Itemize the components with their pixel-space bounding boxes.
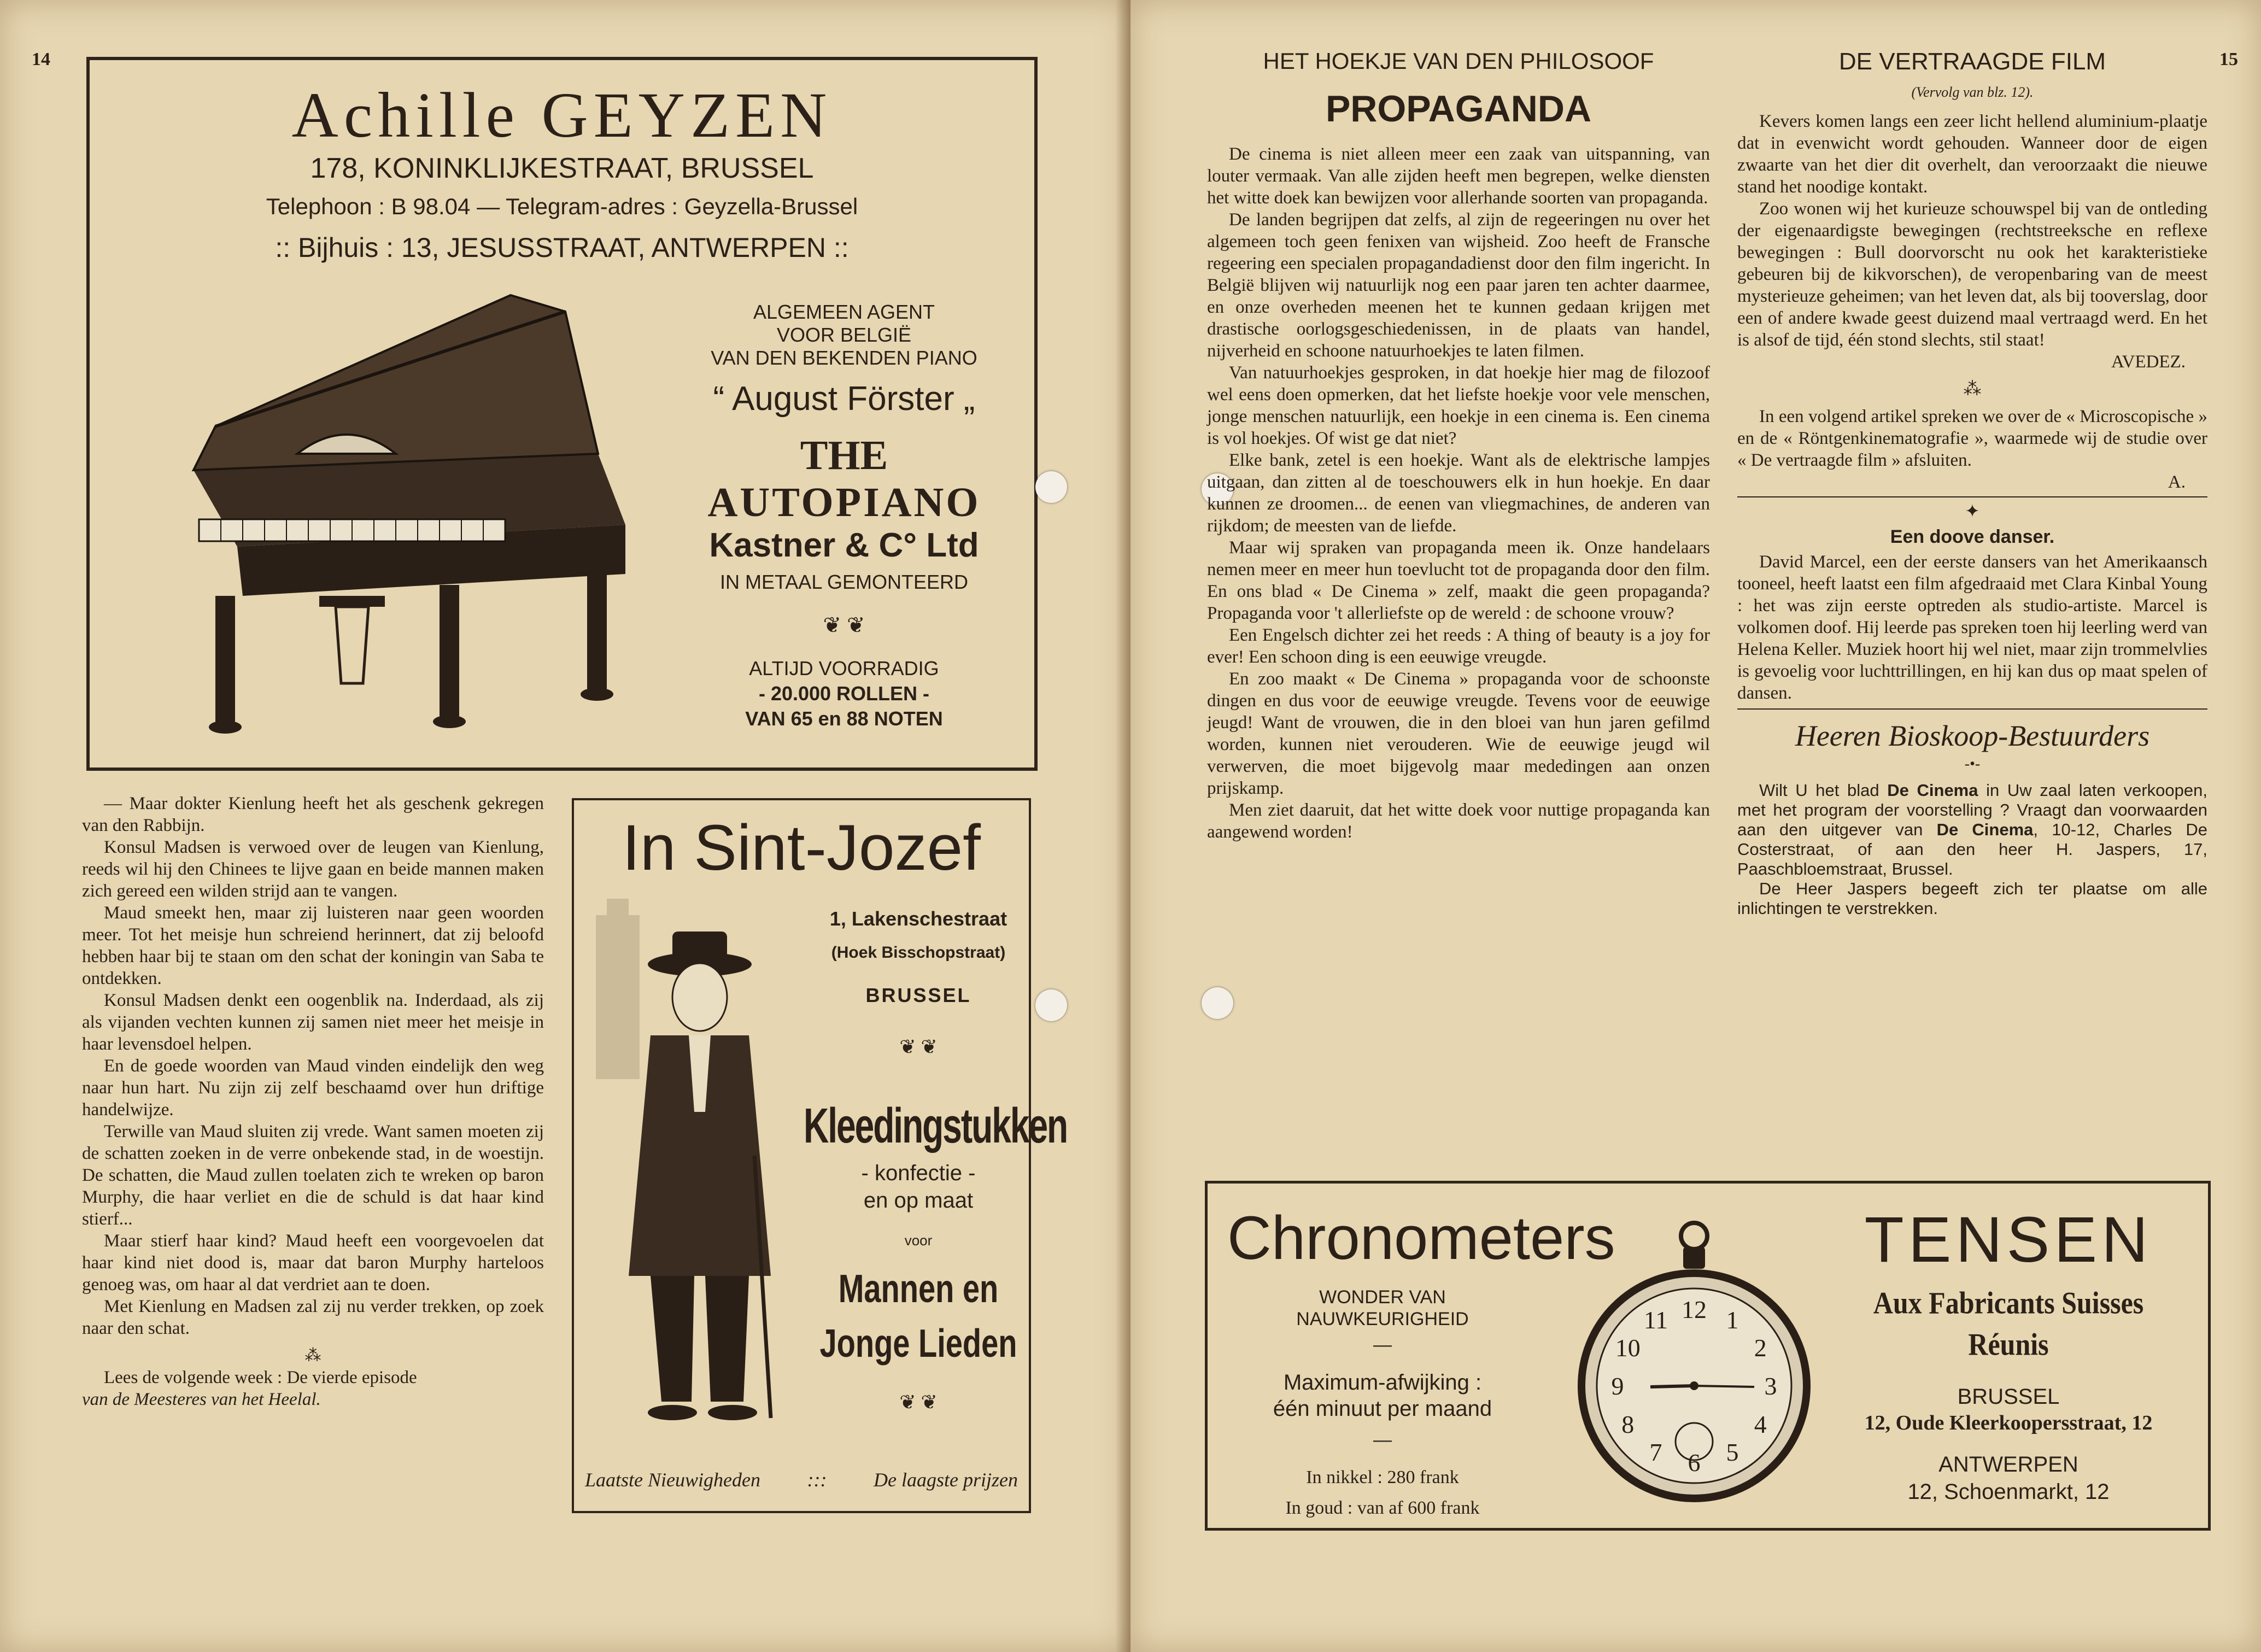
watch-numeral: 5 — [1726, 1438, 1739, 1467]
ad-tensen-address-antwerpen: 12, Schoenmarkt, 12 — [1907, 1480, 2110, 1504]
watch-numeral: 9 — [1611, 1372, 1624, 1400]
maximum-line-2: één minuut per maand — [1273, 1397, 1492, 1421]
right-page — [1130, 0, 2261, 1652]
notice-publication-name: De Cinema — [1887, 781, 1978, 800]
punch-hole — [1035, 471, 1067, 503]
ad-tensen-brand: TENSEN — [1864, 1204, 2153, 1276]
vertraagde-film-column — [1737, 110, 2207, 918]
ad-sint-jozef-city: BRUSSEL — [865, 984, 971, 1006]
story-stars: ⁂ — [304, 1346, 321, 1364]
stock-line-3: VAN 65 en 88 NOTEN — [745, 707, 943, 730]
story-paragraph: Met Kienlung en Madsen zal zij nu verder trekken, op zoek naar den schat. — [82, 1297, 544, 1338]
story-paragraph: Konsul Madsen denkt een oogenblik na. Inderdaad, als zij als vijanden vechten kunnen zij samen niet meer het meisje in haar levensdoel helpen. — [82, 991, 544, 1054]
ad-geyzen-autopiano: AUTOPIANO — [707, 479, 981, 525]
ad-tensen-city-brussel: BRUSSEL — [1957, 1385, 2060, 1409]
ad-tensen-maximum — [1229, 1369, 1536, 1422]
story-column — [82, 793, 544, 1410]
punch-hole — [1035, 989, 1067, 1021]
ad-sint-jozef-sub2: en op maat — [863, 1188, 974, 1212]
watch-numeral: 8 — [1621, 1410, 1635, 1438]
dash: — — [1373, 1430, 1392, 1450]
notice-title: Heeren Bioskoop-Bestuurders — [1795, 719, 2150, 752]
ad-geyzen-address: 178, KONINKLIJKESTRAAT, BRUSSEL — [310, 153, 814, 184]
ad-tensen — [1205, 1181, 2211, 1531]
ad-sint-jozef-ornament2: ❦ ❦ — [899, 1391, 938, 1413]
story-next-episode-title: van de Meesteres van het Heelal. — [82, 1390, 321, 1409]
ad-geyzen-brand: “ August Förster „ — [713, 380, 975, 418]
notice-mark: -•- — [1964, 755, 1981, 772]
ad-geyzen-metal: IN METAAL GEMONTEERD — [719, 571, 969, 593]
notice-footer: De Heer Jaspers begeeft zich ter plaatse om alle inlichtingen te verstrekken. — [1737, 879, 2207, 918]
stock-line-1: ALTIJD VOORRADIG — [749, 657, 939, 679]
agent-line-2: VOOR BELGIË — [776, 324, 912, 346]
ad-geyzen-branch: :: Bijhuis : 13, JESUSSTRAAT, ANTWERPEN :: — [275, 232, 849, 263]
notice-body — [1737, 781, 2207, 879]
ad-sint-jozef-voor: voor — [904, 1232, 933, 1249]
story-next-episode: Lees de volgende week : De vierde episode — [104, 1368, 417, 1387]
ad-geyzen-ornament: ❦ ❦ — [823, 613, 865, 637]
film-stars: ⁂ — [1963, 379, 1982, 399]
gentleman-illustration — [590, 893, 804, 1440]
story-paragraph: Terwille van Maud sluiten zij vrede. Want samen moeten zij de schatten zoeken in de verre onbekende stad, in de woestijn. De schatten, die Maud zullen toelaten zich te wreken op baron Murphy, die haar verliet en die de schuld is dat haar kind stierf... — [82, 1122, 544, 1229]
propaganda-paragraph: En zoo maakt « De Cinema » propaganda voor de schoonste dingen en dus voor de eeuwige vreugde. Tevens voor de eeuwige jeugd! Want de vrouwen, die in den bloei van hun jaren gefilmd worden, kunnen niet verouderen. Wie de eeuwige jeugd wil verwerven, die moet bijgevolg maar mededingen aan onzen prijskamp. — [1207, 669, 1710, 798]
story-paragraph: Maar stierf haar kind? Maud heeft een voorgevoelen dat haar kind niet dood is, maar dat baron Murphy harteloos genoeg was, om haar al dat verdriet aan te doen. — [82, 1231, 544, 1294]
stock-line-2: - 20.000 ROLLEN - — [758, 682, 930, 705]
philosoof-kicker: HET HOEKJE VAN DEN PHILOSOOF — [1263, 48, 1654, 74]
watch-numeral: 6 — [1688, 1449, 1701, 1477]
ad-sint-jozef-target1: Mannen en — [838, 1266, 999, 1311]
vertraagde-film-title: DE VERTRAAGDE FILM — [1838, 48, 2106, 75]
ad-geyzen-name: Achille GEYZEN — [291, 79, 833, 151]
left-page — [0, 0, 1130, 1652]
dancer-mark: ✦ — [1965, 502, 1980, 522]
ad-geyzen-agent — [669, 301, 1019, 370]
footer-separator: ::: — [807, 1469, 827, 1491]
ad-sint-jozef-footer — [585, 1468, 1018, 1491]
propaganda-paragraph: Elke bank, zetel is een hoekje. Want als de elektrische lampjes uitgaan, dan zitten al de toeschouwers elk in hun hoekje. En daar kunnen ze droomen... de eenen van vliegmachines, de anderen van rijkdom; de meesten van de liefde. — [1207, 450, 1710, 536]
film-signature: AVEDEZ. — [2111, 352, 2186, 372]
notice-text: in Uw zaal laten verkoopen, met het program der voorstelling ? Vraagt dan voorwaarden aan den uitgever van — [1737, 781, 2207, 839]
watch-numeral: 2 — [1754, 1334, 1767, 1362]
ad-tensen-chronometers: Chronometers — [1227, 1204, 1615, 1272]
story-paragraph: Konsul Madsen is verwoed over de leugen van Kienlung, reeds wil hij den Chinees te lijve gaan en beide mannen maken zich gereed een wilden strijd aan te vangen. — [82, 837, 544, 901]
fabricants-line-2: Réunis — [1968, 1326, 2049, 1362]
agent-line-1: ALGEMEEN AGENT — [753, 301, 935, 323]
film-next-paragraph: In een volgend artikel spreken we over de « Microscopische » en de « Röntgenkinematografie », waarmede wij de studie over « De vertraagde film » afsluiten. — [1737, 407, 2207, 470]
ad-sint-jozef-title: In Sint-Jozef — [622, 812, 981, 884]
vertraagde-film-continued: (Vervolg van blz. 12). — [1911, 84, 2034, 100]
ad-sint-jozef-ornament: ❦ ❦ — [899, 1036, 938, 1058]
watch-numeral: 11 — [1643, 1305, 1668, 1334]
page-number-right: 15 — [2219, 49, 2238, 69]
watch-numeral: 1 — [1726, 1305, 1739, 1334]
punch-hole — [1202, 987, 1233, 1019]
watch-numeral: 7 — [1649, 1438, 1662, 1467]
ad-sint-jozef-target2: Jonge Lieden — [819, 1320, 1017, 1366]
price-gold: In goud : van af 600 frank — [1285, 1498, 1480, 1518]
propaganda-paragraph: Maar wij spraken van propaganda meen ik. Onze handelaars nemen meer en meer hun toevlucht tot de propaganda door den film. En ons blad « De Cinema » zelf, maakt die geen propaganda? Propaganda voor 't allerliefste op de wereld : de schoone vrouw? — [1207, 538, 1710, 623]
footer-left: Laatste Nieuwigheden — [585, 1469, 760, 1491]
story-paragraph: En de goede woorden van Maud vinden eindelijk den weg naar hun hart. Nu zijn zij zelf beschaamd over hun driftige handelwijze. — [82, 1056, 544, 1120]
notice-text: , 10-12, Charles De Costerstraat, of aan den heer H. Jaspers, 17, Paaschbloemstraat, Brussel. — [1737, 820, 2207, 878]
ad-sint-jozef — [572, 798, 1068, 1513]
ad-tensen-address-brussel: 12, Oude Kleerkoopersstraat, 12 — [1864, 1411, 2153, 1434]
film-paragraph: Zoo wonen wij het kurieuze schouwspel bij van de ontleding der eigenaardigste bewegingen (rechtstreeksche en reflexe bewegingen : Bull doorvorscht nu ook het karakteristieke gebeuren bij de kikvorschen), de veropenbaring van de meest mysterieuze geheimen; van het leven dat, als bij tooverslag, door een of andere kwade geest duizend maal vertraagd werd. En het is alsof de tijd, één stond slechts, stil staat! — [1737, 199, 2207, 350]
ad-sint-jozef-address: 1, Lakenschestraat — [829, 907, 1008, 930]
maximum-line-1: Maximum-afwijking : — [1283, 1370, 1482, 1395]
dancer-paragraph: David Marcel, een der eerste dansers van het Amerikaansch tooneel, heeft laatst een film afgedraaid met Clara Kinbal Young : het was zijn eerste optreden als studio-artiste. Marcel is volkomen doof. Hij leerde pas spreken toen hij leerling werd van Helena Keller. Muziek hoort hij wel niet, maar zijn trommelvlies is gevoelig voor luchttrillingen, en hij kan dus op maat spelen of dansen. — [1737, 552, 2207, 703]
ad-geyzen — [86, 57, 1038, 771]
ad-sint-jozef-product: Kleedingstukken — [804, 1098, 1068, 1153]
story-paragraph: — Maar dokter Kienlung heeft het als geschenk gekregen van den Rabbijn. — [82, 794, 544, 835]
watch-numeral: 3 — [1764, 1372, 1777, 1400]
page-number-left: 14 — [32, 49, 50, 69]
watch-numeral: 4 — [1754, 1410, 1767, 1438]
ad-tensen-fabricants — [1820, 1282, 2197, 1365]
propaganda-title: PROPAGANDA — [1325, 88, 1592, 130]
story-paragraph: Maud smeekt hen, maar zij luisteren naar geen woorden meer. Tot het meisje hun schreiend herinnert, dat zij beloofd hebben haar bij te staan om den schat der koningin van Saba te ontdekken. — [82, 903, 544, 988]
footer-right: De laagste prijzen — [874, 1469, 1018, 1491]
film-next-signature: A. — [2168, 472, 2186, 492]
ad-tensen-city-antwerpen: ANTWERPEN — [1938, 1452, 2078, 1477]
ad-tensen-prices — [1229, 1462, 1536, 1524]
fabricants-line-1: Aux Fabricants Suisses — [1873, 1285, 2144, 1321]
dash: — — [1373, 1334, 1392, 1355]
propaganda-paragraph: Van natuurhoekjes gesproken, in dat hoekje hier mag de filozoof wel eens doen opmerken, dat het liefste hoekje voor vele menschen, jonge menschen natuurlijk, een hoekje in een cinema is. Een cinema is vol hoekjes. Of wist ge dat niet? — [1207, 363, 1710, 448]
watch-numeral: 12 — [1682, 1296, 1707, 1323]
grand-piano-illustration — [183, 290, 664, 749]
ad-sint-jozef-sub1: - konfectie - — [861, 1161, 976, 1185]
notice-text: Wilt U het blad — [1759, 781, 1888, 800]
wonder-line-1: WONDER VAN — [1319, 1287, 1446, 1308]
wonder-line-2: NAUWKEURIGHEID — [1296, 1309, 1469, 1329]
price-nickel: In nikkel : 280 frank — [1306, 1467, 1459, 1487]
propaganda-paragraph: De cinema is niet alleen meer een zaak van uitspanning, van louter vermaak. Van alle zijden heeft men begrepen, welke diensten het witte doek kan bewijzen voor allerhande soorten van propaganda. — [1207, 144, 1710, 208]
propaganda-paragraph: Men ziet daaruit, dat het witte doek voor nuttige propaganda kan aangewend worden! — [1207, 800, 1710, 842]
ad-geyzen-stock — [669, 656, 1019, 731]
ad-geyzen-kastner: Kastner & C° Ltd — [709, 526, 979, 564]
dancer-title: Een doove danser. — [1890, 526, 2055, 547]
pocket-watch-illustration — [1574, 1216, 1814, 1512]
ad-geyzen-telephone: Telephoon : B 98.04 — Telegram-adres : Geyzella-Brussel — [266, 194, 858, 219]
watch-numeral: 10 — [1615, 1334, 1641, 1362]
ad-sint-jozef-corner: (Hoek Bisschopstraat) — [831, 944, 1006, 962]
propaganda-paragraph: De landen begrijpen dat zelfs, al zijn de regeeringen nu over het algemeen toch geen fenixen van wijsheid. Zoo heeft de Fransche regeering een specialen propagandadienst door den film ingericht. In België blijven wij natuurlijk nog een paar jaren ten achter daarmee, en onze overheden meenen het te kunnen gedaan krijgen met drastische oorlogsgeschiedenissen, in de plaats van handel, nijverheid en schoone natuurhoekjes te laten filmen. — [1207, 210, 1710, 361]
ad-geyzen-the: THE — [800, 432, 888, 478]
ad-tensen-wonder — [1240, 1286, 1525, 1330]
notice-publication-name: De Cinema — [1936, 820, 2034, 839]
propaganda-paragraph: Een Engelsch dichter zei het reeds : A thing of beauty is a joy for ever! Een schoon ding is een eeuwige vreugde. — [1207, 625, 1710, 667]
propaganda-column — [1207, 143, 1710, 843]
film-paragraph: Kevers komen langs een zeer licht hellend aluminium-plaatje dat in evenwicht wordt gehouden. Wanneer door de eigen zwaarte van het dier dit overhelt, dan veroorzaakt die nieuwe stand het noodige kontakt. — [1737, 112, 2207, 197]
agent-line-3: VAN DEN BEKENDEN PIANO — [711, 347, 977, 369]
